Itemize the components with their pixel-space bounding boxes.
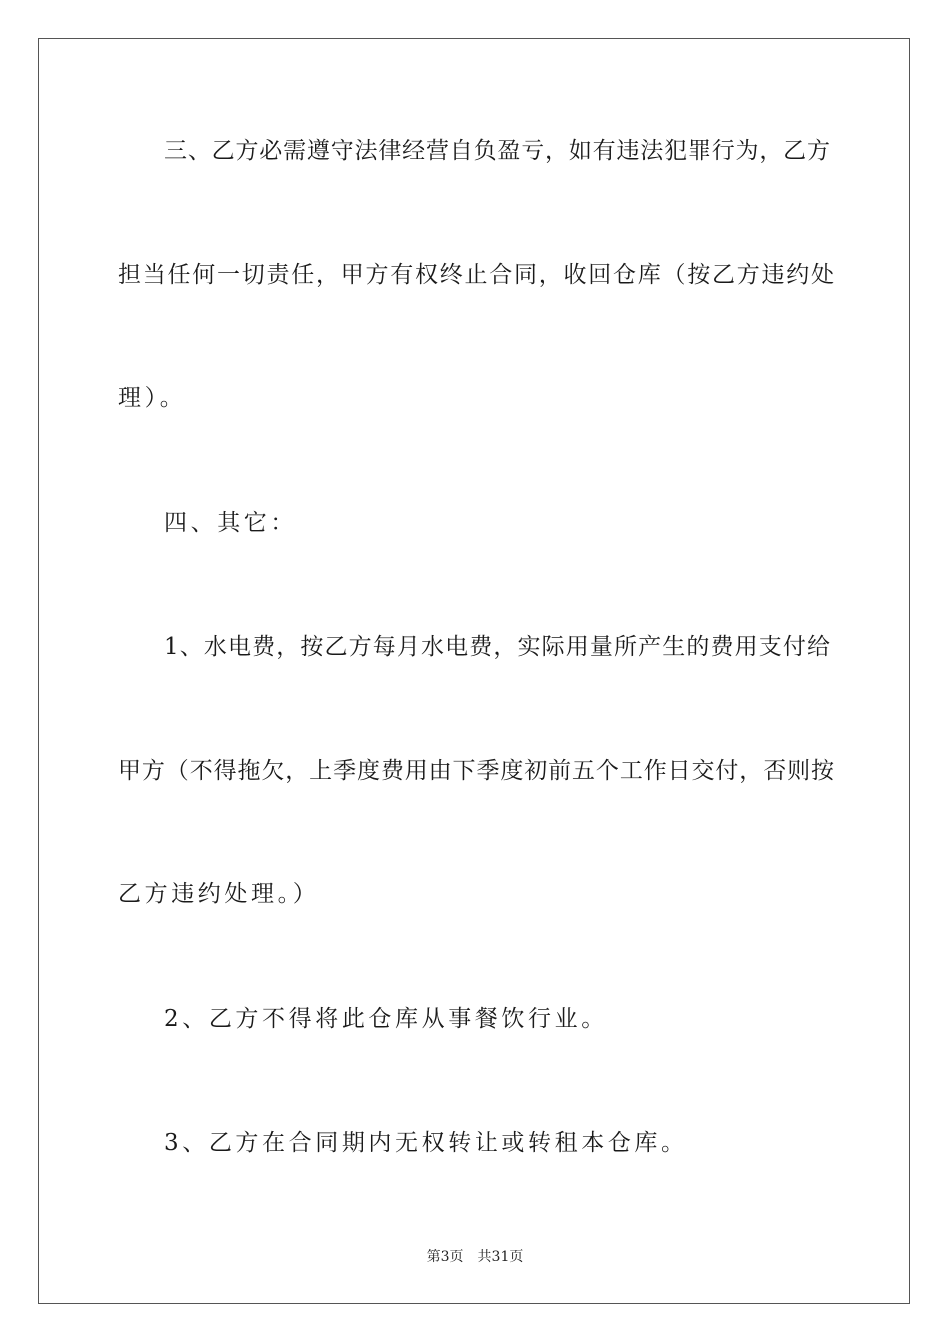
total-pages: 共31页	[477, 1249, 524, 1265]
paragraph-line-8: 2、乙方不得将此仓库从事餐饮行业。	[164, 1006, 608, 1032]
paragraph-line-1: 三、乙方必需遵守法律经营自负盈亏，如有违法犯罪行为，乙方	[164, 138, 830, 164]
page-number: 第3页	[426, 1249, 464, 1265]
page-border	[38, 38, 910, 1304]
paragraph-line-7: 乙方违约处理。）	[118, 881, 320, 907]
paragraph-line-5: 1、水电费，按乙方每月水电费，实际用量所产生的费用支付给	[164, 634, 830, 660]
section-heading-other: 四、其它：	[164, 510, 297, 536]
paragraph-line-6: 甲方（不得拖欠，上季度费用由下季度初前五个工作日交付，否则按	[118, 758, 834, 784]
page-footer	[0, 1248, 950, 1266]
paragraph-line-9: 3、乙方在合同期内无权转让或转租本仓库。	[164, 1130, 688, 1156]
paragraph-line-2: 担当任何一切责任，甲方有权终止合同，收回仓库（按乙方违约处	[118, 262, 834, 288]
paragraph-line-3: 理）。	[118, 385, 187, 411]
